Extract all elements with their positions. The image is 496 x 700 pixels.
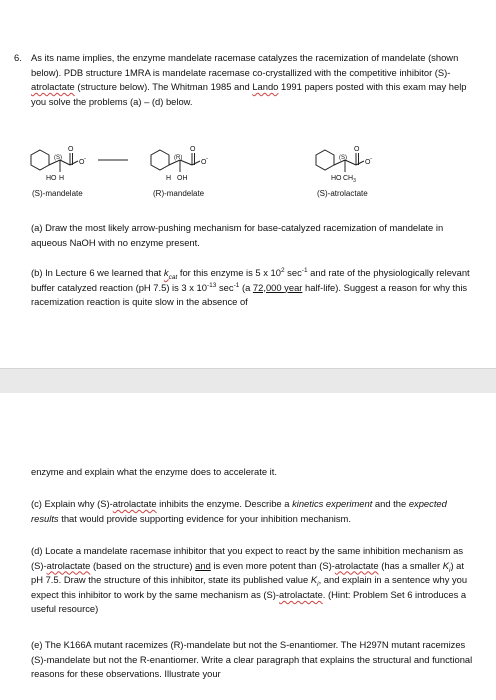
- structures-drawing: [20, 140, 480, 210]
- s-mandelate-structure: [31, 150, 78, 172]
- half-life-years: 72,000 year: [252, 281, 303, 293]
- r-mandelate-carbonyl-o: O: [190, 146, 196, 153]
- part-a-text: (a) Draw the most likely arrow-pushing mechanism for base-catalyzed racemization of mandelate in aqueous NaOH with no enzyme present.: [31, 222, 444, 248]
- s-mandelate-ho: HO: [46, 175, 57, 182]
- page-break-gap: [0, 368, 496, 394]
- part-a: [31, 221, 476, 250]
- part-b-text: (b) In Lecture 6 we learned that $k_{cat}$ for this enzyme is 5 x $10^2$ $\sec^{-1}$ and rate of the physiologically relevant buffer catalyzed reaction (pH 7.5) is 3 x $10^{-13}$ $\sec^{-1} (a$ 72,000 year half-life). Suggest a reason for why this racemization reaction is quite slow in the absence of: [31, 266, 470, 308]
- s-mandelate-h: H: [59, 175, 65, 182]
- r-mandelate-h: H: [166, 175, 172, 182]
- part-b-continued: [31, 465, 476, 480]
- s-mandelate-charge: -: [84, 156, 86, 162]
- r-mandelate-oh: OH: [177, 175, 188, 182]
- r-mandelate-structure: [151, 150, 200, 172]
- s-atrolactate-ho: HO: [331, 175, 342, 182]
- s-atrolactate-structure: [316, 150, 364, 172]
- s-atrolactate-carbonyl-o: O: [354, 146, 360, 153]
- part-b: [31, 266, 476, 310]
- r-mandelate-carboxylate-o: O: [201, 159, 207, 166]
- part-d-text: (d) Locate a mandelate racemase inhibitor that you expect to react by the same inhibition mechanism as (S)-atrolactate (based on the structure) and is even more potent than (S)-atrolactate (has a smaller $K_i$) at pH 7.5. Draw the structure of this inhibitor, state its published value $K_i$, and explain in a sentence why you expect this inhibitor to work by the same mechanism as (S)-atrolactate. (Hint: Problem Set 6 introduces a useful resource): [31, 545, 468, 615]
- part-c-text: (c) Explain why (S)-atrolactate inhibits the enzyme. Describe a kinetics experiment and the expected results that would provide supporting evidence for your inhibition mechanism.: [31, 498, 447, 524]
- exam-page-2: [0, 393, 496, 700]
- part-e-text: (e) The K166A mutant racemizes (R)-mandelate but not the S-enantiomer. The H297N mutant racemizes (S)-mandelate but not the R-enantiomer. Write a clear paragraph that explains the structural and functional reasons for these observations. Illustrate your: [31, 639, 473, 680]
- s-mandelate-carboxylate-o: O: [79, 159, 85, 166]
- kcat-symbol: $k_{cat}$: [163, 267, 178, 281]
- s-atrolactate-caption: (S)-atrolactate: [317, 189, 368, 198]
- s-mandelate-carbonyl-o: O: [68, 146, 74, 153]
- question-6: [14, 51, 484, 109]
- s-atrolactate-carboxylate-o: O: [365, 159, 371, 166]
- chemical-structures: [20, 140, 480, 210]
- s-atrolactate-ch3: $CH_3$: [343, 175, 356, 184]
- part-b-continued-text: enzyme and explain what the enzyme does to accelerate it.: [31, 466, 277, 477]
- ki-symbol: $K_i$: [442, 559, 451, 574]
- r-mandelate-charge: -: [206, 156, 208, 162]
- part-c: [31, 497, 476, 526]
- s-mandelate-caption: (S)-mandelate: [32, 189, 83, 198]
- spell-flag-lando: Lando: [252, 81, 279, 93]
- part-e: [31, 638, 476, 682]
- s-atrolactate-stereo: (S): [339, 155, 347, 161]
- r-mandelate-stereo: (R): [174, 155, 183, 161]
- s-atrolactate-charge: -: [370, 156, 372, 162]
- r-mandelate-caption: (R)-mandelate: [153, 189, 205, 198]
- question-intro: As its name implies, the enzyme mandelate racemase catalyzes the racemization of mandelate (shown below). PDB structure 1MRA is mandelate racemase co-crystallized with the competitive inhibitor (S)-atrolactate (structure below). The Whitman 1985 and Lando 1991 papers posted with this exam may help you solve the problems (a) – (d) below.: [31, 52, 467, 107]
- question-number: 6.: [14, 52, 22, 63]
- spell-flag-atrolactate: atrolactate: [31, 81, 75, 93]
- part-d: [31, 544, 476, 617]
- s-mandelate-stereo: (S): [54, 155, 62, 161]
